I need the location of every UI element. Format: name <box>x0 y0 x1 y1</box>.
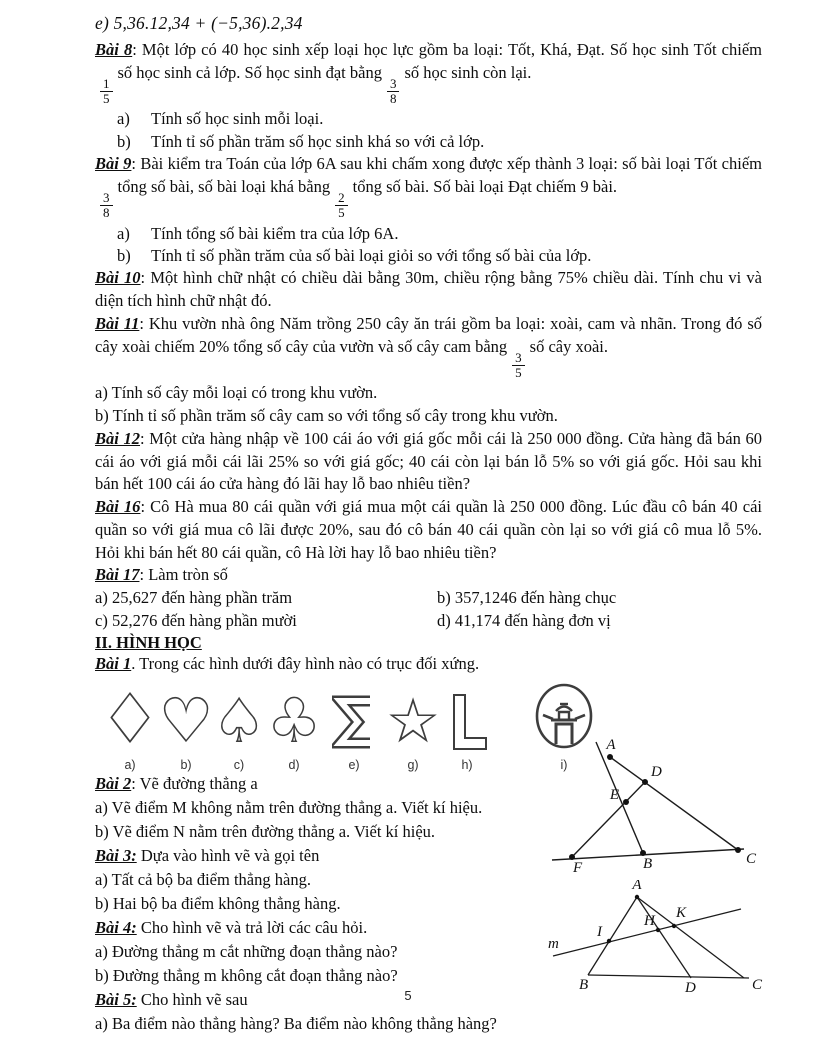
problem-9-sep: : <box>131 154 141 174</box>
problem-10: Bài 10: Một hình chữ nhật có chiều dài bằng 30m, chiều rộng bằng 75% chiều dài. Tính chu vi và diện tích hình chữ nhật đó. <box>95 268 762 311</box>
geometry-problem-3: Bài 3: Dựa vào hình vẽ và gọi tên <box>95 845 320 865</box>
problem-8-end: số học sinh còn lại. <box>404 62 532 82</box>
problem-16-label: Bài 16 <box>95 497 141 517</box>
letter-l-outline-icon <box>446 692 488 752</box>
shape-heart <box>158 683 214 772</box>
section-heading-geometry: II. HÌNH HỌC <box>95 633 202 653</box>
problem-9 <box>95 153 762 222</box>
list-item: a) Ba điểm nào thẳng hàng? Ba điểm nào không thẳng hàng? <box>95 1013 497 1033</box>
fraction: $\frac{3}{5}$ <box>512 351 525 381</box>
line-label-m: m <box>548 936 559 952</box>
shape-spade <box>211 683 267 772</box>
problem-17-label: Bài 17 <box>95 565 140 585</box>
list-item: a) Tất cả bộ ba điểm thẳng hàng. <box>95 869 311 889</box>
problem-9-mid: tổng số bài, số bài loại khá bằng <box>117 177 331 196</box>
point-label-e: E <box>609 787 619 803</box>
shape-label: d) <box>288 757 300 772</box>
problem-9-items <box>95 223 762 268</box>
geometry-problem-1: Bài 1. Trong các hình dưới đây hình nào có trục đối xứng. <box>95 654 480 674</box>
problem-8-label: Bài 8 <box>95 40 133 59</box>
problem-8-mid: số học sinh cả lớp. Số học sinh đạt bằng <box>117 62 382 82</box>
point-label-f: F <box>573 860 583 875</box>
point-label-h: H <box>644 913 655 929</box>
fraction: $\frac{3}{8}$ <box>387 77 400 107</box>
problem-8-intro: Một lớp có 40 học sinh xếp loại học lực gồm ba loại: Tốt, Khá, Đạt. Số học sinh Tốt chiếm <box>141 40 762 59</box>
club-outline-icon: ♧ <box>266 683 322 757</box>
problem-16: Bài 16: Cô Hà mua 80 cái quần với giá mua một cái quần là 250 000 đồng. Lúc đầu cô bán 40 cái quần so với giá mua cô lãi được 20%, sau đó cô bán 40 cái quần còn lại so với giá cô mua lỗ 5%. Hỏi khi bán hết 80 cái quần, cô Hà lời hay lỗ bao nhiêu tiền? <box>95 497 762 562</box>
point-label-b: B <box>579 977 589 993</box>
shape-diamond <box>98 677 162 772</box>
list-item: a) Tính tổng số bài kiểm tra của lớp 6A. <box>117 223 399 243</box>
list-item: a) 25,627 đến hàng phần trăm <box>95 588 293 608</box>
point-label-k: K <box>676 905 687 921</box>
problem-17-grid <box>95 587 762 632</box>
shape-star <box>385 683 441 772</box>
list-item: b) Tính tỉ số phần trăm số cây cam so với tổng số cây trong khu vườn. <box>95 406 558 426</box>
list-item: b) Tính tỉ số phần trăm số học sinh khá so với cả lớp. <box>117 131 485 151</box>
problem-9-intro: Bài kiểm tra Toán của lớp 6A sau khi chấm xong được xếp thành 3 loại: số bài loại Tốt chiếm <box>140 154 762 174</box>
shape-sigma <box>323 692 385 772</box>
problem-12: Bài 12: Một cửa hàng nhập về 100 cái áo với giá gốc mỗi cái là 250 000 đồng. Cửa hàng đã bán 60 cái áo với giá mỗi cái lãi 25% so với giá gốc; 40 cái còn lại bán lỗ 5% so với giá gốc. Hỏi sau khi bán hết 100 cái áo cửa hàng đó lãi hay lỗ bao nhiêu tiền? <box>95 428 762 494</box>
shape-label: a) <box>124 757 136 772</box>
geometry-problem-2: Bài 2: Vẽ đường thẳng a <box>95 773 258 793</box>
shape-label: g) <box>407 757 419 772</box>
point-label-c: C <box>746 851 757 867</box>
list-item: a) Đường thẳng m cắt những đoạn thẳng nào? <box>95 941 398 961</box>
fraction: $\frac{2}{5}$ <box>335 191 348 221</box>
point-label-b: B <box>643 856 653 872</box>
problem-9-end: tổng số bài. Số bài loại Đạt chiếm 9 bài. <box>352 177 618 196</box>
shape-label: b) <box>180 757 192 772</box>
problem-9-label: Bài 9 <box>95 154 132 174</box>
fraction: $\frac{1}{5}$ <box>100 77 113 107</box>
problem-8-sep: : <box>132 40 142 59</box>
diamond-outline-icon: ♢ <box>98 677 162 760</box>
list-item: d) 41,174 đến hàng đơn vị <box>437 610 611 630</box>
geometry-problem-5: Bài 5: Cho hình vẽ sau <box>95 989 248 1009</box>
problem-8-items <box>95 108 762 153</box>
shape-label: e) <box>348 757 360 772</box>
list-item: b) Hai bộ ba điểm không thẳng hàng. <box>95 893 341 913</box>
problem-17: Bài 17: Làm tròn số <box>95 565 228 585</box>
problem-11: Bài 11: Khu vườn nhà ông Năm trồng 250 cây ăn trái gồm ba loại: xoài, cam và nhãn. Trong đó số cây xoài chiếm 20% tổng số cây của vườn và số cây cam bằng $\frac{3}{5}$ số cây xoài. <box>95 314 762 381</box>
fraction: $\frac{3}{8}$ <box>100 191 113 221</box>
spade-outline-icon: ♤ <box>211 683 267 757</box>
point-label-d: D <box>651 764 662 780</box>
heart-outline-icon: ♡ <box>158 683 214 757</box>
shape-label: c) <box>233 757 245 772</box>
list-item: a) Tính số cây mỗi loại có trong khu vườn. <box>95 383 378 403</box>
list-item: b) Vẽ điểm N nằm trên đường thẳng a. Viết kí hiệu. <box>95 821 436 841</box>
problem-10-label: Bài 10 <box>95 268 141 288</box>
figure-triangle-with-line-m <box>545 880 770 1005</box>
problem-12-label: Bài 12 <box>95 428 141 448</box>
figure-collinear-points <box>545 735 775 875</box>
expression-line-e: e) 5,36.12,34 + (−5,36).2,34 <box>95 13 303 33</box>
point-label-a: A <box>632 880 642 893</box>
point-label-a: A <box>606 737 616 753</box>
list-item: b) Tính tỉ số phần trăm của số bài loại giỏi so với tổng số bài của lớp. <box>117 246 592 266</box>
point-label-c: C <box>752 977 763 993</box>
shape-letter-l <box>441 692 493 772</box>
shape-label: h) <box>461 757 473 772</box>
sigma-outline-icon <box>332 692 376 752</box>
geometry-problem-1-label: Bài 1 <box>95 654 132 674</box>
list-item: c) 52,276 đến hàng phần mười <box>95 610 297 630</box>
list-item: a) Vẽ điểm M không nằm trên đường thẳng a. Viết kí hiệu. <box>95 797 483 817</box>
list-item: b) 357,1246 đến hàng chục <box>437 588 617 608</box>
problem-8 <box>95 39 762 108</box>
point-label-d: D <box>685 980 696 996</box>
problem-11-label: Bài 11 <box>95 314 140 333</box>
list-item: b) Đường thẳng m không cắt đoạn thẳng nào? <box>95 965 398 985</box>
star-outline-icon: ☆ <box>385 683 441 757</box>
point-label-i: I <box>597 924 602 940</box>
geometry-problem-4: Bài 4: Cho hình vẽ và trả lời các câu hỏi. <box>95 917 368 937</box>
shape-club <box>265 683 323 772</box>
list-item: a) Tính số học sinh mỗi loại. <box>117 109 324 129</box>
shape-label: i) <box>560 757 568 772</box>
page-number: 5 <box>404 988 412 1003</box>
